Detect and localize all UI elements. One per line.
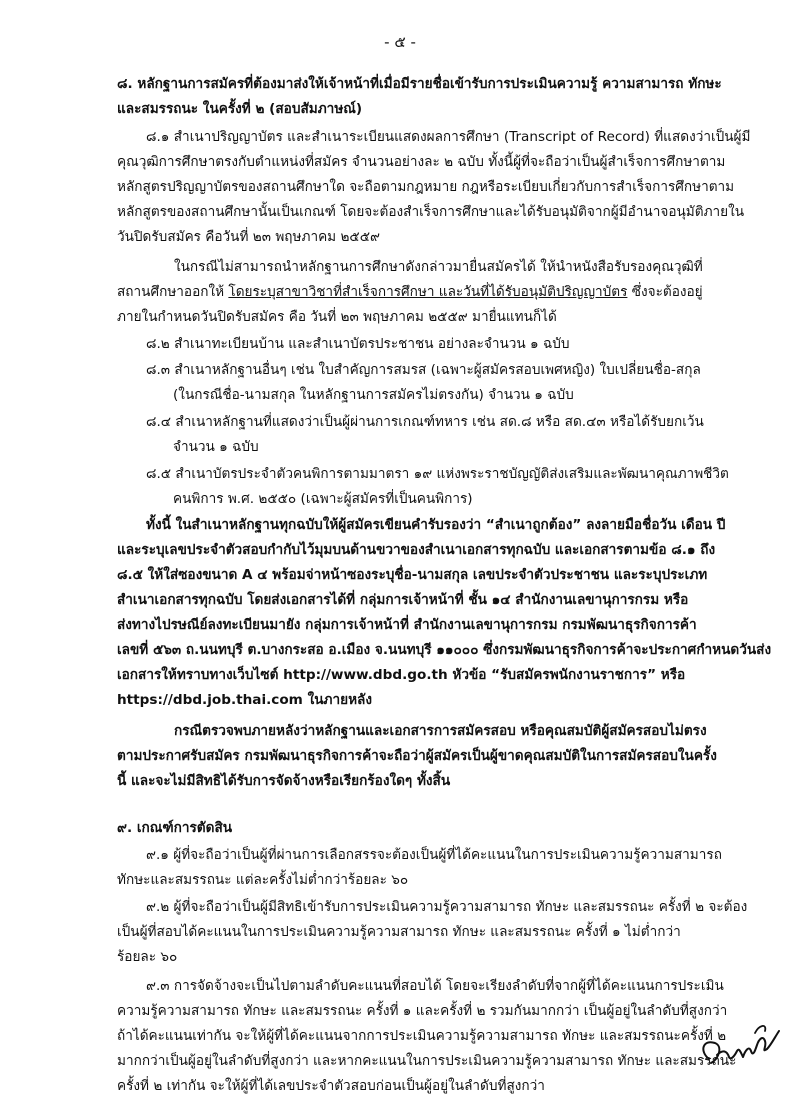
item-9-3-line-4: มากกว่าเป็นผู้อยู่ในลำดับที่สูงกว่า และหากคะแนนในการประเมินความรู้ความสามารถ ทักษะ และสมรรถนะ: [117, 1053, 737, 1069]
item-8-1-line-2: คุณวุฒิการศึกษาตรงกับตำแหน่งที่สมัคร จำนวนอย่างละ ๒ ฉบับ ทั้งนี้ผู้ที่จะถือว่าเป็นผู้สำเร็จการศึกษาตาม: [117, 154, 726, 170]
item-9-2-line-3: ร้อยละ ๖๐: [117, 949, 178, 965]
item-9-2-line-2: เป็นผู้ที่สอบได้คะแนนในการประเมินความรู้ความสามารถ ทักษะ และสมรรถนะ ครั้งที่ ๑ ไม่ต่ำกว่า: [117, 924, 681, 940]
item-8-1-alt-underlined: โดยระบุสาขาวิชาที่สำเร็จการศึกษา และวันที่ได้รับอนุมัติปริญญาบัตร: [228, 284, 628, 300]
section-9-heading: ๙. เกณฑ์การตัดสิน: [117, 820, 233, 836]
section-8-heading-line-2: และสมรรถนะ ในครั้งที่ ๒ (สอบสัมภาษณ์): [117, 101, 363, 117]
item-8-3-line-1: ๘.๓ สำเนาหลักฐานอื่นๆ เช่น ใบสำคัญการสมรส (เฉพาะผู้สมัครสอบเพศหญิง) ใบเปลี่ยนชื่อ-สกุล: [146, 362, 701, 378]
item-8-5-line-1: ๘.๕ สำเนาบัตรประจำตัวคนพิการตามมาตรา ๑๙ แห่งพระราชบัญญัติส่งเสริมและพัฒนาคุณภาพชีวิต: [146, 466, 729, 482]
note-line-8: https://dbd.job.thai.com ในภายหลัง: [117, 692, 372, 708]
item-8-4-line-2: จำนวน ๑ ฉบับ: [173, 439, 259, 455]
section-8-heading-line-1: ๘. หลักฐานการสมัครที่ต้องมาส่งให้เจ้าหน้าที่เมื่อมีรายชื่อเข้ารับการประเมินความรู้ ความสามารถ ทักษะ: [117, 76, 722, 92]
item-8-1-alt-line-3: ภายในกำหนดวันปิดรับสมัคร คือ วันที่ ๒๓ พฤษภาคม ๒๕๕๙ มายื่นแทนก็ได้: [117, 309, 557, 325]
item-8-1-line-4: หลักสูตรของสถานศึกษานั้นเป็นเกณฑ์ โดยจะต้องสำเร็จการศึกษาและได้รับอนุมัติจากผู้มีอำนาจอนุมัติภายใน: [117, 204, 745, 220]
item-9-1-line-2: ทักษะและสมรรถนะ แต่ละครั้งไม่ต่ำกว่าร้อยละ ๖๐: [117, 872, 409, 888]
note-line-7: เอกสารให้ทราบทางเว็บไซต์ http://www.dbd.go.th หัวข้อ “รับสมัครพนักงานราชการ” หรือ: [117, 667, 686, 683]
note-line-4: สำเนาเอกสารทุกฉบับ โดยส่งเอกสารได้ที่ กลุ่มการเจ้าหน้าที่ ชั้น ๑๔ สำนักงานเลขานุการกรม หรือ: [117, 592, 689, 608]
note-line-3: ๘.๕ ให้ใส่ซองขนาด A ๔ พร้อมจ่าหน้าซองระบุชื่อ-นามสกุล เลขประจำตัวประชาชน และระบุประเภท: [117, 567, 708, 583]
note-line-6: เลขที่ ๕๖๓ ถ.นนทบุรี ต.บางกระสอ อ.เมือง จ.นนทบุรี ๑๑๐๐๐ ซึ่งกรมพัฒนาธุรกิจการค้าจะประกาศกำหนดวันส่ง: [117, 642, 772, 658]
item-9-3-line-3: ถ้าได้คะแนนเท่ากัน จะให้ผู้ที่ได้คะแนนจากการประเมินความรู้ความสามารถ ทักษะ และสมรรถนะครั้งที่ ๒: [117, 1028, 727, 1044]
item-8-1-alt-line-2: [117, 282, 703, 302]
item-8-2: ๘.๒ สำเนาทะเบียนบ้าน และสำเนาบัตรประชาชน อย่างละจำนวน ๑ ฉบับ: [146, 336, 570, 352]
item-8-3-line-2: (ในกรณีชื่อ-นามสกุล ในหลักฐานการสมัครไม่ตรงกัน) จำนวน ๑ ฉบับ: [173, 387, 574, 403]
item-8-1-alt-text-c: ซึ่งจะต้องอยู่: [627, 284, 703, 300]
note-line-1: ทั้งนี้ ในสำเนาหลักฐานทุกฉบับให้ผู้สมัครเขียนคำรับรองว่า “สำเนาถูกต้อง” ลงลายมือชื่อวัน เดือน ปี: [146, 517, 726, 533]
warning-line-1: กรณีตรวจพบภายหลังว่าหลักฐานและเอกสารการสมัครสอบ หรือคุณสมบัติผู้สมัครสอบไม่ตรง: [174, 723, 707, 739]
item-8-1-alt-text-a: สถานศึกษาออกให้: [117, 284, 229, 300]
item-8-4-line-1: ๘.๔ สำเนาหลักฐานที่แสดงว่าเป็นผู้ผ่านการเกณฑ์ทหาร เช่น สด.๘ หรือ สด.๔๓ หรือได้รับยกเว้น: [146, 414, 704, 430]
item-9-3-line-2: ความรู้ความสามารถ ทักษะ และสมรรถนะ ครั้งที่ ๑ และครั้งที่ ๒ รวมกันมากกว่า เป็นผู้อยู่ในลำดับที่สูงกว่า: [117, 1003, 728, 1019]
warning-line-3: นี้ และจะไม่มีสิทธิได้รับการจัดจ้างหรือเรียกร้องใดๆ ทั้งสิ้น: [117, 773, 451, 789]
item-9-1-line-1: ๙.๑ ผู้ที่จะถือว่าเป็นผู้ที่ผ่านการเลือกสรรจะต้องเป็นผู้ที่ได้คะแนนในการประเมินความรู้ความสามารถ: [146, 847, 722, 863]
item-8-5-line-2: คนพิการ พ.ศ. ๒๕๕๐ (เฉพาะผู้สมัครที่เป็นคนพิการ): [173, 491, 473, 507]
page-number: - ๕ -: [384, 33, 416, 51]
note-line-5: ส่งทางไปรษณีย์ลงทะเบียนมายัง กลุ่มการเจ้าหน้าที่ สำนักงานเลขานุการกรม กรมพัฒนาธุรกิจการค้า: [117, 617, 697, 633]
item-9-3-line-5: ครั้งที่ ๒ เท่ากัน จะให้ผู้ที่ได้เลขประจำตัวสอบก่อนเป็นผู้อยู่ในลำดับที่สูงกว่า: [117, 1078, 545, 1094]
item-9-3-line-1: ๙.๓ การจัดจ้างจะเป็นไปตามลำดับคะแนนที่สอบได้ โดยจะเรียงลำดับที่จากผู้ที่ได้คะแนนการประเมิน: [146, 978, 724, 994]
item-8-1-line-1: ๘.๑ สำเนาปริญญาบัตร และสำเนาระเบียนแสดงผลการศึกษา (Transcript of Record) ที่แสดงว่าเป็นผู้มี: [146, 129, 751, 145]
note-line-2: และระบุเลขประจำตัวสอบกำกับไว้มุมบนด้านขวาของสำเนาเอกสารทุกฉบับ และเอกสารตามข้อ ๘.๑ ถึง: [117, 542, 716, 558]
item-8-1-line-5: วันปิดรับสมัคร คือวันที่ ๒๓ พฤษภาคม ๒๕๕๙: [117, 229, 380, 245]
item-8-1-line-3: หลักสูตรปริญญาบัตรของสถานศึกษาใด จะถือตามกฎหมาย กฎหรือระเบียบเกี่ยวกับการสำเร็จการศึกษาตาม: [117, 179, 735, 195]
item-8-1-alt-line-1: ในกรณีไม่สามารถนำหลักฐานการศึกษาดังกล่าวมายื่นสมัครได้ ให้นำหนังสือรับรองคุณวุฒิที่: [174, 259, 703, 275]
warning-line-2: ตามประกาศรับสมัคร กรมพัฒนาธุรกิจการค้าจะถือว่าผู้สมัครเป็นผู้ขาดคุณสมบัติในการสมัครสอบในครั้ง: [117, 748, 717, 764]
item-9-2-line-1: ๙.๒ ผู้ที่จะถือว่าเป็นผู้มีสิทธิเข้ารับการประเมินความรู้ความสามารถ ทักษะ และสมรรถนะ ครั้งที่ ๒ จะต้อง: [146, 899, 748, 915]
handwritten-signature: [695, 1015, 785, 1075]
